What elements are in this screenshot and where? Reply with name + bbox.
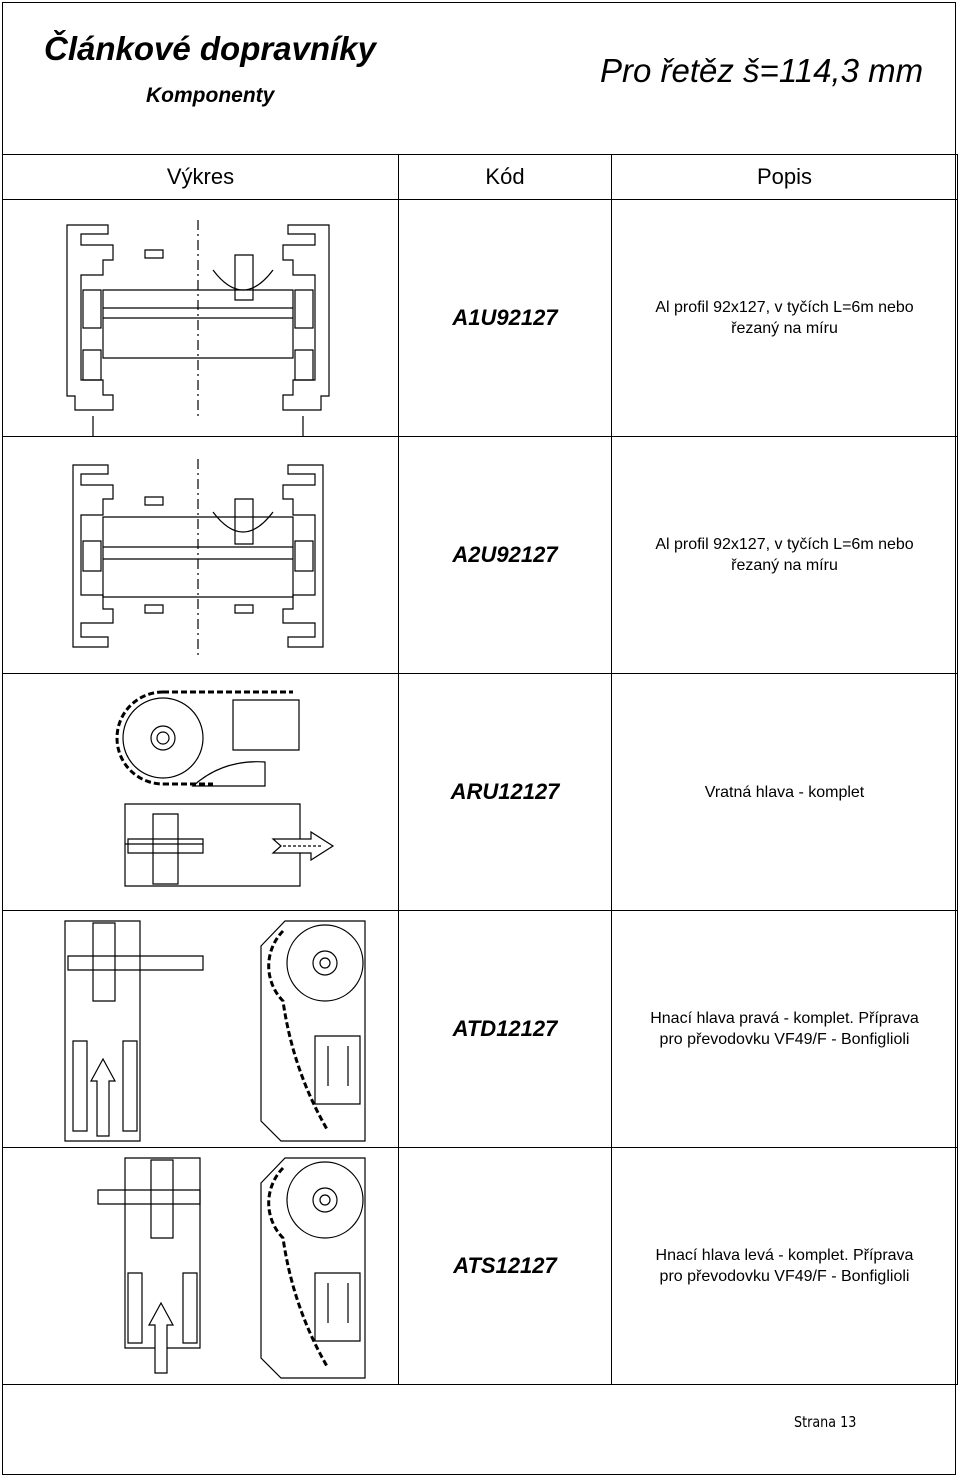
product-code: ARU12127 <box>399 674 612 911</box>
return-head-drawing <box>3 674 399 911</box>
product-description: Hnací hlava pravá - komplet. Příprava pro převodovku VF49/F - Bonfiglioli <box>612 911 958 1148</box>
al-profile-a2u-drawing <box>3 437 399 674</box>
side-view <box>65 921 203 1141</box>
page-title: Článkové dopravníky <box>44 30 376 67</box>
product-description: Al profil 92x127, v tyčích L=6m nebo řezaný na míru <box>612 437 958 674</box>
product-description: Hnací hlava levá - komplet. Příprava pro převodovku VF49/F - Bonfiglioli <box>612 1148 958 1385</box>
product-code: ATD12127 <box>399 911 612 1148</box>
column-header-code: Kód <box>399 155 612 200</box>
table-row <box>3 674 958 911</box>
page-number: Strana 13 <box>793 1413 856 1431</box>
front-view <box>261 1158 365 1378</box>
arrow-up-icon <box>149 1303 173 1373</box>
column-header-description: Popis <box>612 155 958 200</box>
product-description: Al profil 92x127, v tyčích L=6m nebo řezaný na míru <box>612 200 958 437</box>
table-header-row <box>3 155 958 200</box>
column-header-drawing: Výkres <box>3 155 399 200</box>
table-row <box>3 200 958 437</box>
chain-spec: Pro řetěz š=114,3 mm <box>600 52 924 89</box>
table-row <box>3 911 958 1148</box>
page-subtitle: Komponenty <box>146 84 275 107</box>
chain-sprocket <box>117 692 299 786</box>
drive-head-left-drawing <box>3 1148 399 1385</box>
table-row <box>3 437 958 674</box>
front-view <box>261 921 365 1141</box>
product-code: A2U92127 <box>399 437 612 674</box>
arrow-up-icon <box>91 1059 115 1136</box>
table-row <box>3 1148 958 1385</box>
al-profile-a1u-drawing <box>3 200 399 437</box>
product-code: ATS12127 <box>399 1148 612 1385</box>
drive-head-right-drawing <box>3 911 399 1148</box>
product-code: A1U92127 <box>399 200 612 437</box>
base-plate <box>125 804 300 886</box>
side-view <box>98 1158 200 1373</box>
components-table <box>2 154 958 1385</box>
product-description: Vratná hlava - komplet <box>612 674 958 911</box>
